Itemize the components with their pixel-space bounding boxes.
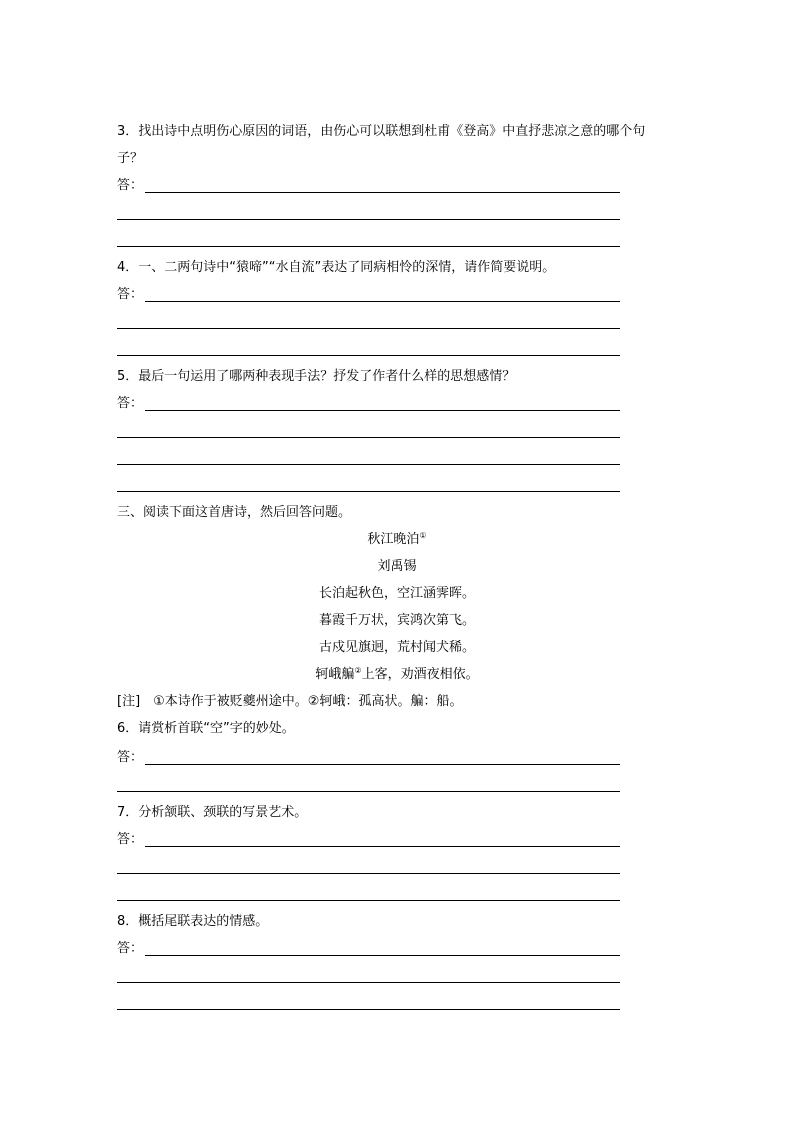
poem-line-3: 古戍见旗迥，荒村闻犬稀。: [318, 640, 475, 655]
answer-line[interactable]: [145, 410, 620, 411]
answer-line[interactable]: [117, 219, 620, 220]
answer-line[interactable]: [117, 791, 620, 792]
answer-line[interactable]: [117, 246, 620, 247]
poem-line-2: 暮霞千万状，宾鸿次第飞。: [318, 613, 475, 628]
footnote-marker: ①: [419, 531, 427, 540]
answer-line[interactable]: [117, 464, 620, 465]
poem-author: 刘禹锡: [377, 559, 417, 574]
question-7-answer-label: 答：: [117, 832, 144, 847]
poem-line-4: 轲峨艑②上客，劝酒夜相依。: [315, 666, 479, 682]
poem-note: [注] ①本诗作于被贬夔州途中。②轲峨：孤高状。艑：船。: [117, 694, 463, 709]
answer-line[interactable]: [117, 328, 620, 329]
answer-line[interactable]: [117, 873, 620, 874]
answer-line[interactable]: [145, 955, 620, 956]
question-3-answer-label: 答：: [117, 178, 144, 193]
answer-line[interactable]: [117, 900, 620, 901]
question-7-text: 7．分析颔联、颈联的写景艺术。: [117, 805, 308, 820]
question-5-text: 5．最后一句运用了哪两种表现手法？抒发了作者什么样的思想感情？: [117, 369, 516, 384]
section-3-heading: 三、阅读下面这首唐诗，然后回答问题。: [117, 505, 352, 520]
question-3-line-2: 子？: [117, 151, 144, 166]
poem-title: 秋江晚泊①: [367, 531, 427, 547]
footnote-marker: ②: [354, 666, 362, 675]
answer-line[interactable]: [145, 301, 620, 302]
answer-line[interactable]: [117, 982, 620, 983]
poem-line-1: 长泊起秋色，空江涵霁晖。: [318, 586, 475, 601]
question-6-text: 6．请赏析首联“空”字的妙处。: [117, 721, 295, 736]
question-8-text: 8．概括尾联表达的情感。: [117, 914, 269, 929]
answer-line[interactable]: [117, 491, 620, 492]
answer-line[interactable]: [145, 764, 620, 765]
answer-line[interactable]: [117, 1009, 620, 1010]
question-8-answer-label: 答：: [117, 941, 144, 956]
question-3-line-1: 3．找出诗中点明伤心原因的词语，由伤心可以联想到杜甫《登高》中直抒悲凉之意的哪个句: [117, 124, 646, 139]
answer-line[interactable]: [145, 846, 620, 847]
question-6-answer-label: 答：: [117, 750, 144, 765]
answer-line[interactable]: [117, 437, 620, 438]
question-4-text: 4．一、二两句诗中“猿啼”“水自流”表达了同病相怜的深情，请作简要说明。: [117, 260, 556, 275]
answer-line[interactable]: [145, 192, 620, 193]
question-5-answer-label: 答：: [117, 396, 144, 411]
question-4-answer-label: 答：: [117, 287, 144, 302]
answer-line[interactable]: [117, 355, 620, 356]
